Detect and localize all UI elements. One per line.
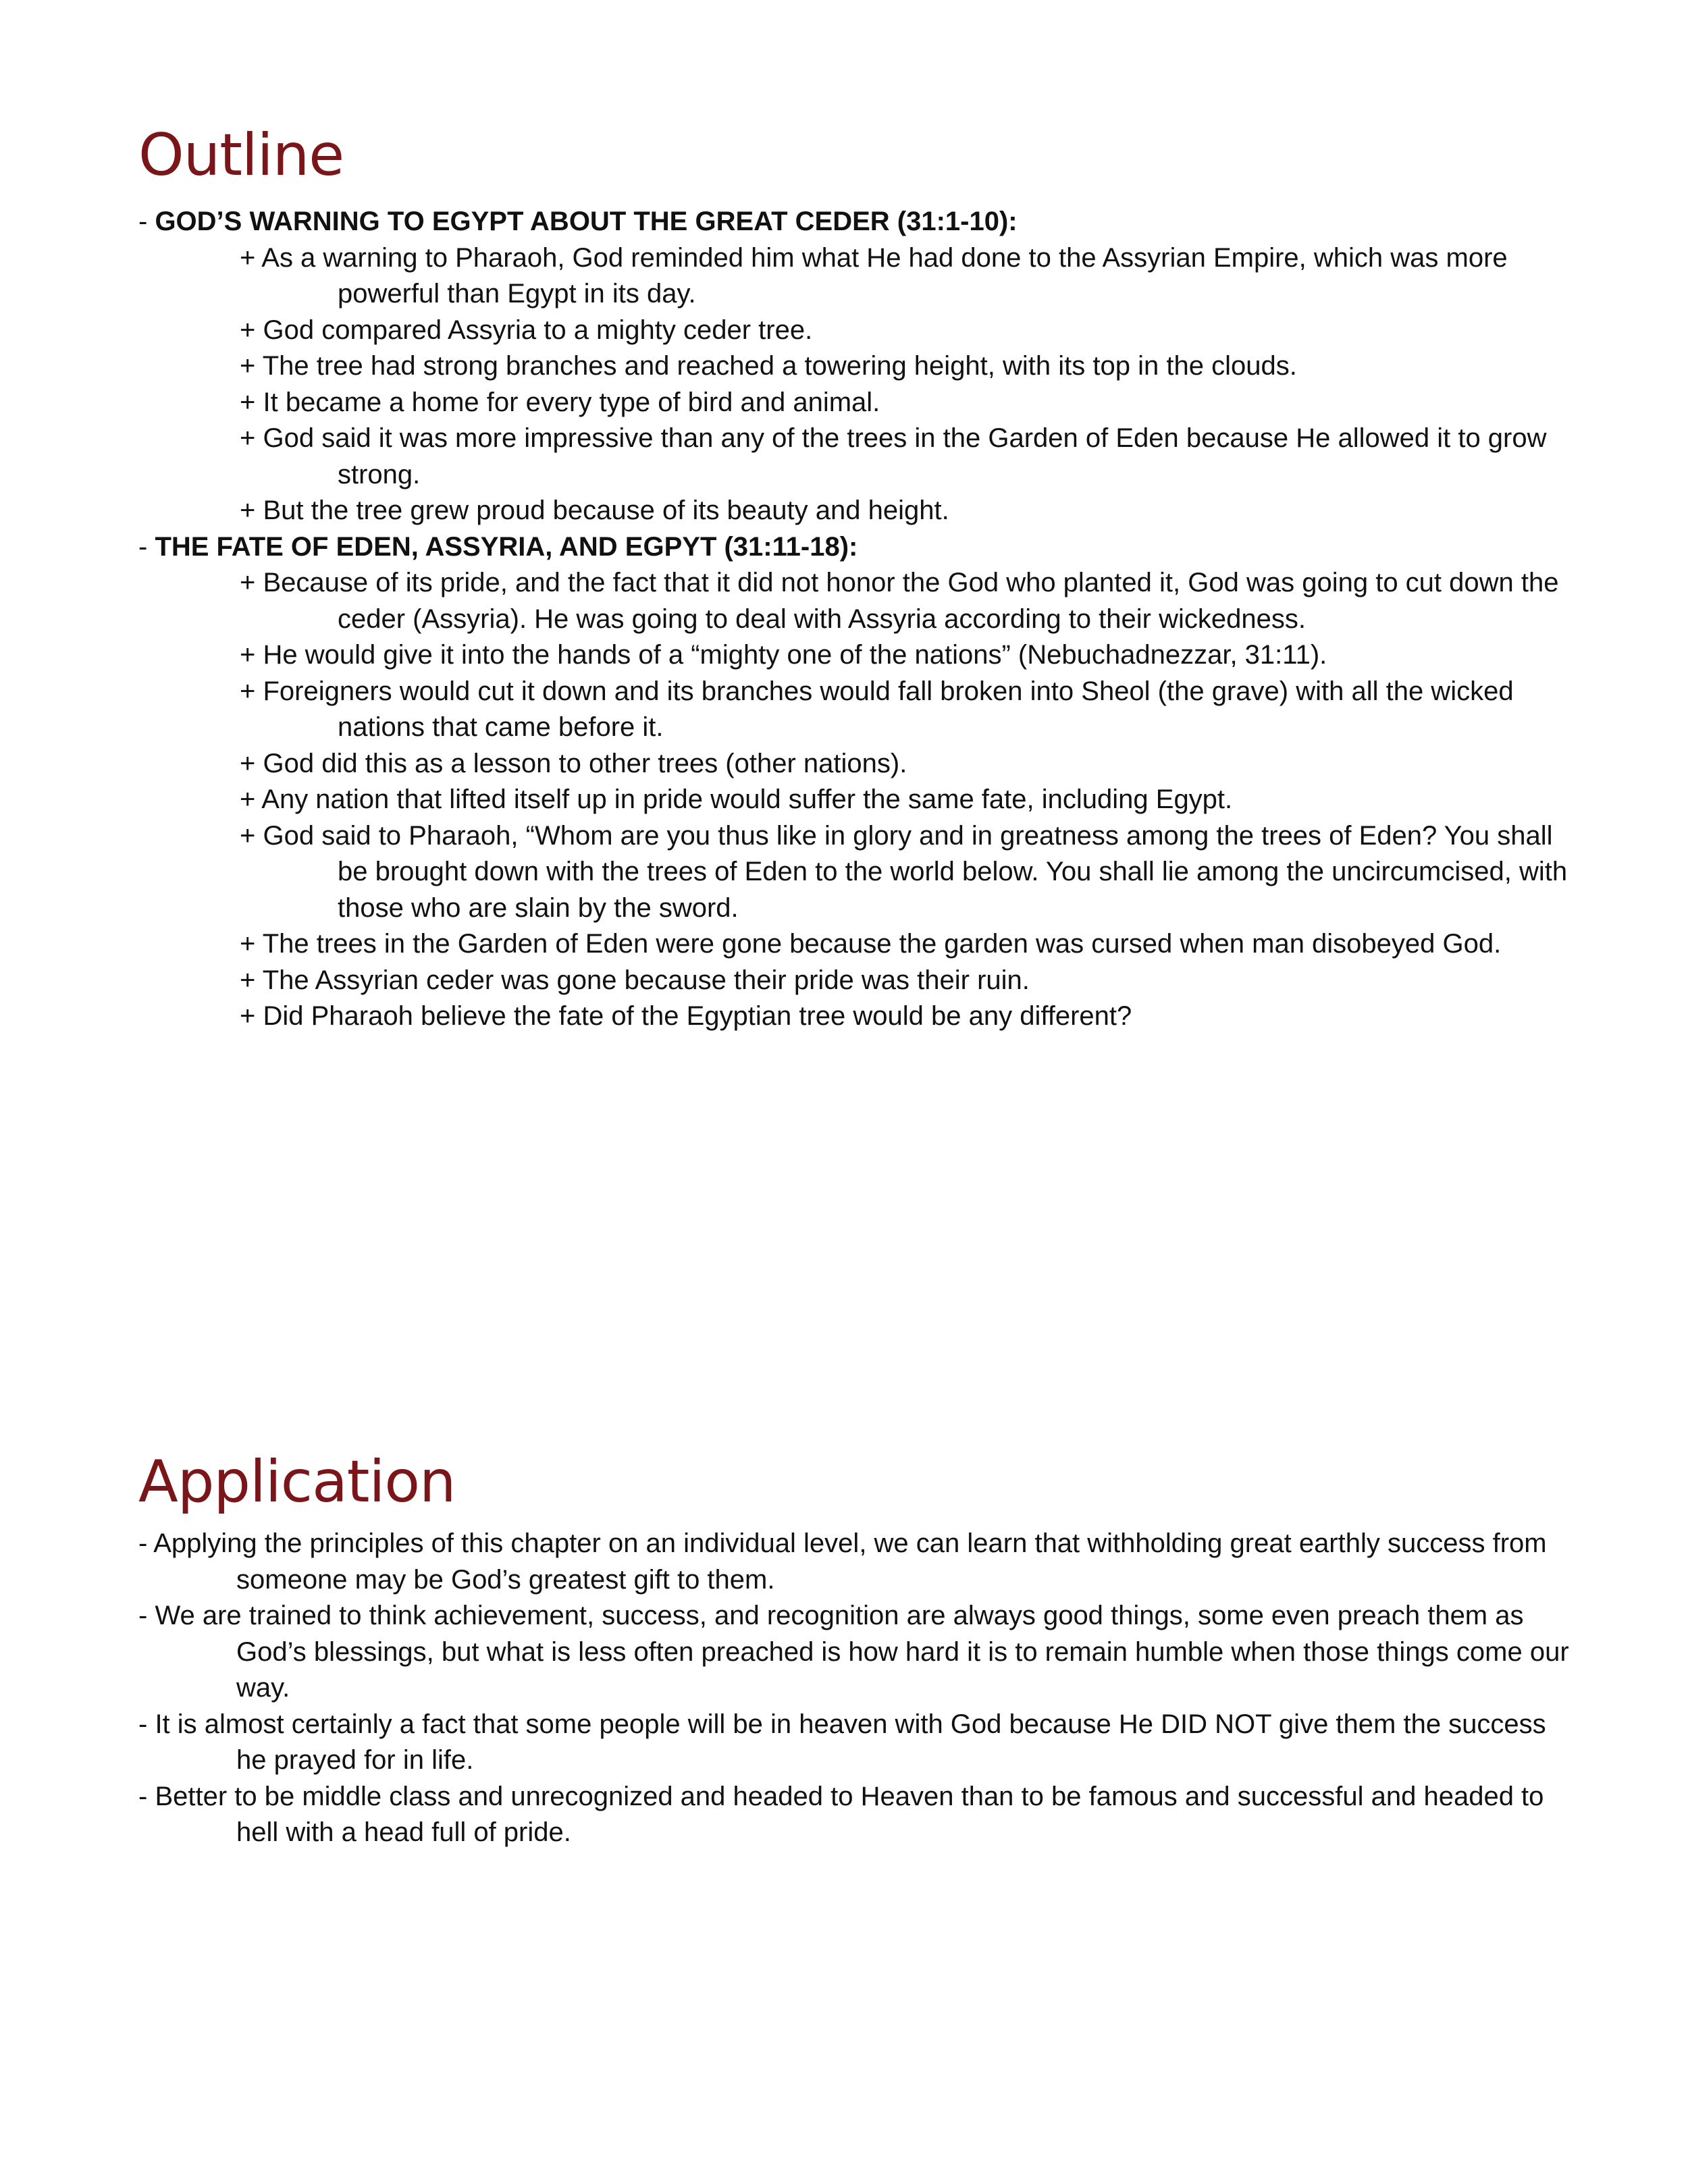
outline-point [138, 963, 1583, 999]
outline-point [138, 782, 1583, 818]
outline-point [138, 926, 1583, 963]
point-text: Applying the principles of this chapter on an individual level, we can learn that withholding great earthly success from someone may be God’s greatest gift to them. [153, 1528, 1547, 1595]
section-heading-text: THE FATE OF EDEN, ASSYRIA, AND EGPYT (31:11-18): [155, 531, 858, 562]
document-page [138, 0, 1583, 2184]
point-text: We are trained to think achievement, success, and recognition are always good things, some even preach them as God’s blessings, but what is less often preached is how hard it is to remain humble when those things come our way. [155, 1601, 1569, 1703]
plus-marker: + [240, 965, 263, 995]
plus-marker: + [240, 676, 263, 706]
outline-section-heading [138, 529, 1583, 566]
plus-marker: + [240, 351, 263, 381]
application-point [138, 1779, 1583, 1851]
dash-marker: - [138, 1528, 154, 1558]
point-text: The Assyrian ceder was gone because their pride was their ruin. [262, 965, 1030, 995]
outline-point [138, 637, 1583, 674]
point-text: The trees in the Garden of Eden were gone because the garden was cursed when man disobeyed God. [262, 929, 1502, 959]
outline-point [138, 674, 1583, 746]
dash-marker: - [138, 531, 155, 562]
point-text: As a warning to Pharaoh, God reminded him what He had done to the Assyrian Empire, which was more powerful than Egypt in its day. [261, 242, 1508, 309]
plus-marker: + [240, 423, 263, 453]
point-text: Because of its pride, and the fact that it did not honor the God who planted it, God was going to cut down the ceder (Assyria). He was going to deal with Assyria according to their wickedness. [263, 568, 1559, 634]
dash-marker: - [138, 1601, 155, 1630]
point-text: Foreigners would cut it down and its branches would fall broken into Sheol (the grave) with all the wicked nations that came before it. [263, 676, 1514, 742]
dash-marker: - [138, 1709, 155, 1739]
outline-point [138, 313, 1583, 349]
point-text: God said it was more impressive than any of the trees in the Garden of Eden because He allowed it to grow strong. [263, 423, 1547, 489]
application-point [138, 1598, 1583, 1707]
plus-marker: + [240, 929, 263, 959]
outline-point [138, 746, 1583, 782]
outline-section-heading [138, 204, 1583, 240]
point-text: God said to Pharaoh, “Whom are you thus like in glory and in greatness among the trees of Eden? You shall be brought down with the trees of Eden to the world below. You shall lie among the uncircumcised, with those who are slain by the sword. [263, 820, 1568, 923]
point-text: Did Pharaoh believe the fate of the Egyptian tree would be any different? [263, 1001, 1132, 1031]
plus-marker: + [240, 387, 263, 417]
application-point [138, 1707, 1583, 1779]
application-heading: Application [138, 1448, 456, 1516]
plus-marker: + [240, 748, 263, 778]
point-text: But the tree grew proud because of its beauty and height. [263, 496, 949, 525]
outline-point [138, 240, 1583, 313]
dash-marker: - [138, 207, 155, 236]
plus-marker: + [240, 640, 263, 670]
point-text: He would give it into the hands of a “mighty one of the nations” (Nebuchadnezzar, 31:11). [263, 640, 1327, 670]
outline-point [138, 493, 1583, 529]
plus-marker: + [240, 820, 263, 851]
plus-marker: + [240, 1001, 263, 1031]
section-heading-text: GOD’S WARNING TO EGYPT ABOUT THE GREAT CEDER (31:1-10): [155, 207, 1018, 236]
outline-point [138, 565, 1583, 637]
outline-point [138, 421, 1583, 493]
point-text: God did this as a lesson to other trees (other nations). [263, 748, 907, 778]
outline-point [138, 998, 1583, 1035]
plus-marker: + [240, 242, 262, 273]
plus-marker: + [240, 315, 263, 345]
outline-point [138, 348, 1583, 385]
outline-list [138, 204, 1583, 1035]
point-text: Any nation that lifted itself up in pride would suffer the same fate, including Egypt. [261, 784, 1233, 814]
point-text: The tree had strong branches and reached a towering height, with its top in the clouds. [262, 351, 1297, 381]
point-text: It became a home for every type of bird and animal. [263, 387, 880, 417]
dash-marker: - [138, 1781, 155, 1811]
point-text: It is almost certainly a fact that some people will be in heaven with God because He DID NOT give them the success he prayed for in life. [155, 1709, 1546, 1775]
application-list [138, 1526, 1583, 1851]
outline-point [138, 818, 1583, 927]
outline-point [138, 385, 1583, 421]
outline-heading: Outline [138, 122, 344, 189]
application-point [138, 1526, 1583, 1598]
plus-marker: + [240, 568, 263, 597]
plus-marker: + [240, 496, 263, 525]
plus-marker: + [240, 784, 262, 814]
point-text: God compared Assyria to a mighty ceder tree. [263, 315, 813, 345]
point-text: Better to be middle class and unrecognized and headed to Heaven than to be famous and successful and headed to hell with a head full of pride. [155, 1781, 1544, 1847]
